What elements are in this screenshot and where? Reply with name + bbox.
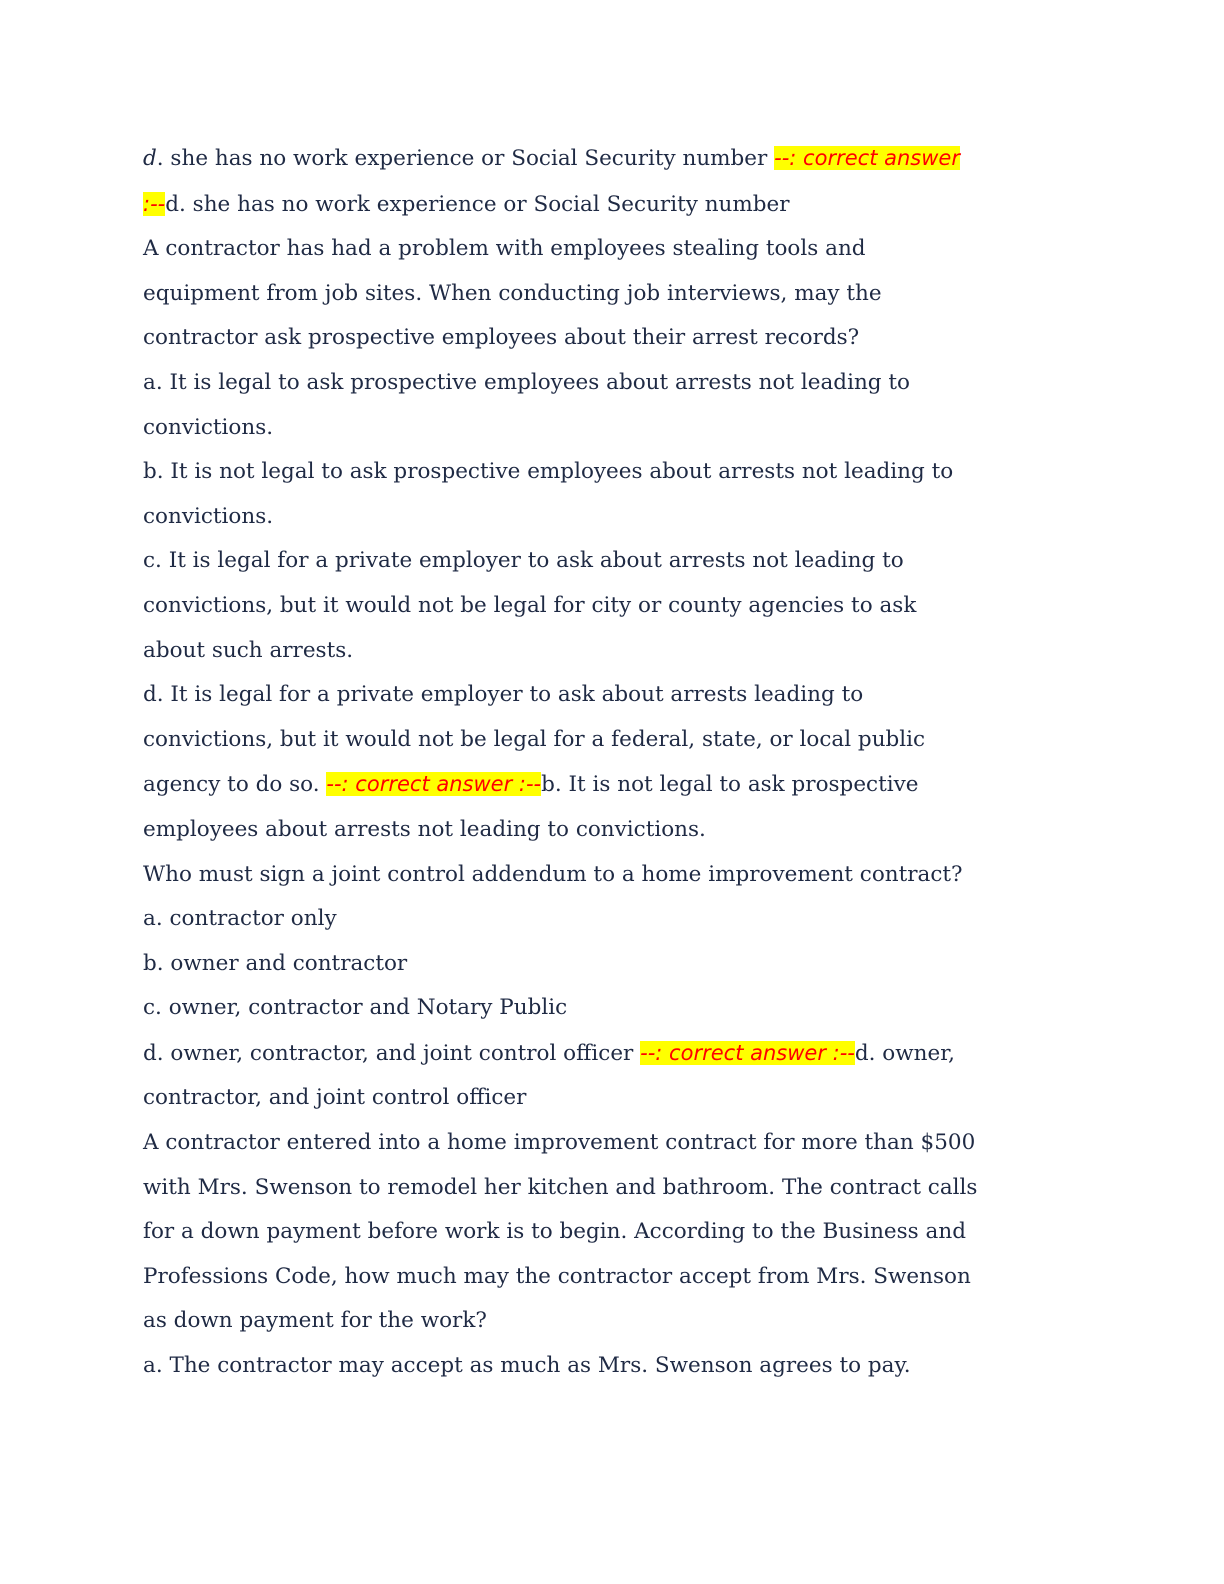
text-line: contractor ask prospective employees about their arrest records? [143, 325, 860, 351]
text-line: a. It is legal to ask prospective employees about arrests not leading to [143, 369, 910, 395]
text-line: about such arrests. [143, 637, 354, 663]
text-line: A contractor entered into a home improvement contract for more than $500 [143, 1130, 976, 1156]
document-page [143, 136, 1083, 1389]
text-line: Who must sign a joint control addendum to a home improvement contract? [143, 861, 963, 887]
option-letter: d [143, 146, 157, 171]
text-line [143, 136, 1083, 182]
line-text: d. owner, contractor, and joint control officer [143, 1040, 641, 1066]
correct-answer-marker: --: correct answer :-- [326, 772, 542, 797]
text-line: employees about arrests not leading to convictions. [143, 816, 706, 842]
line-text: d. owner, [854, 1040, 955, 1066]
text-line [143, 1031, 1083, 1077]
text-line: b. owner and contractor [143, 950, 408, 976]
correct-answer-marker: --: correct answer :-- [640, 1040, 855, 1065]
text-line: c. owner, contractor and Notary Public [143, 995, 568, 1021]
text-line: d. It is legal for a private employer to ask about arrests leading to [143, 682, 864, 708]
correct-answer-marker: :-- [143, 191, 166, 216]
text-line: convictions, but it would not be legal for a federal, state, or local public [143, 726, 926, 752]
text-line: contractor, and joint control officer [143, 1085, 527, 1111]
line-text: b. It is not legal to ask prospective [541, 772, 919, 798]
line-text: . she has no work experience or Social Security number [156, 146, 775, 171]
text-line: a. contractor only [143, 906, 337, 932]
text-line: convictions, but it would not be legal for city or county agencies to ask [143, 592, 917, 618]
text-line [143, 182, 1083, 228]
text-line: equipment from job sites. When conducting job interviews, may the [143, 280, 882, 306]
text-line: convictions. [143, 503, 274, 529]
line-text: agency to do so. [143, 772, 327, 798]
text-line: a. The contractor may accept as much as Mrs. Swenson agrees to pay. [143, 1353, 911, 1379]
line-text: d. she has no work experience or Social Security number [165, 191, 790, 217]
text-line: convictions. [143, 414, 274, 440]
correct-answer-marker: --: correct answer [774, 146, 960, 170]
text-line: A contractor has had a problem with employees stealing tools and [143, 236, 866, 262]
text-line: for a down payment before work is to begin. According to the Business and [143, 1219, 966, 1245]
text-line: as down payment for the work? [143, 1308, 487, 1334]
text-line: c. It is legal for a private employer to ask about arrests not leading to [143, 548, 904, 574]
text-line: b. It is not legal to ask prospective employees about arrests not leading to [143, 459, 954, 485]
text-line [143, 762, 1083, 808]
text-line: with Mrs. Swenson to remodel her kitchen and bathroom. The contract calls [143, 1174, 978, 1200]
text-line: Professions Code, how much may the contractor accept from Mrs. Swenson [143, 1263, 971, 1289]
